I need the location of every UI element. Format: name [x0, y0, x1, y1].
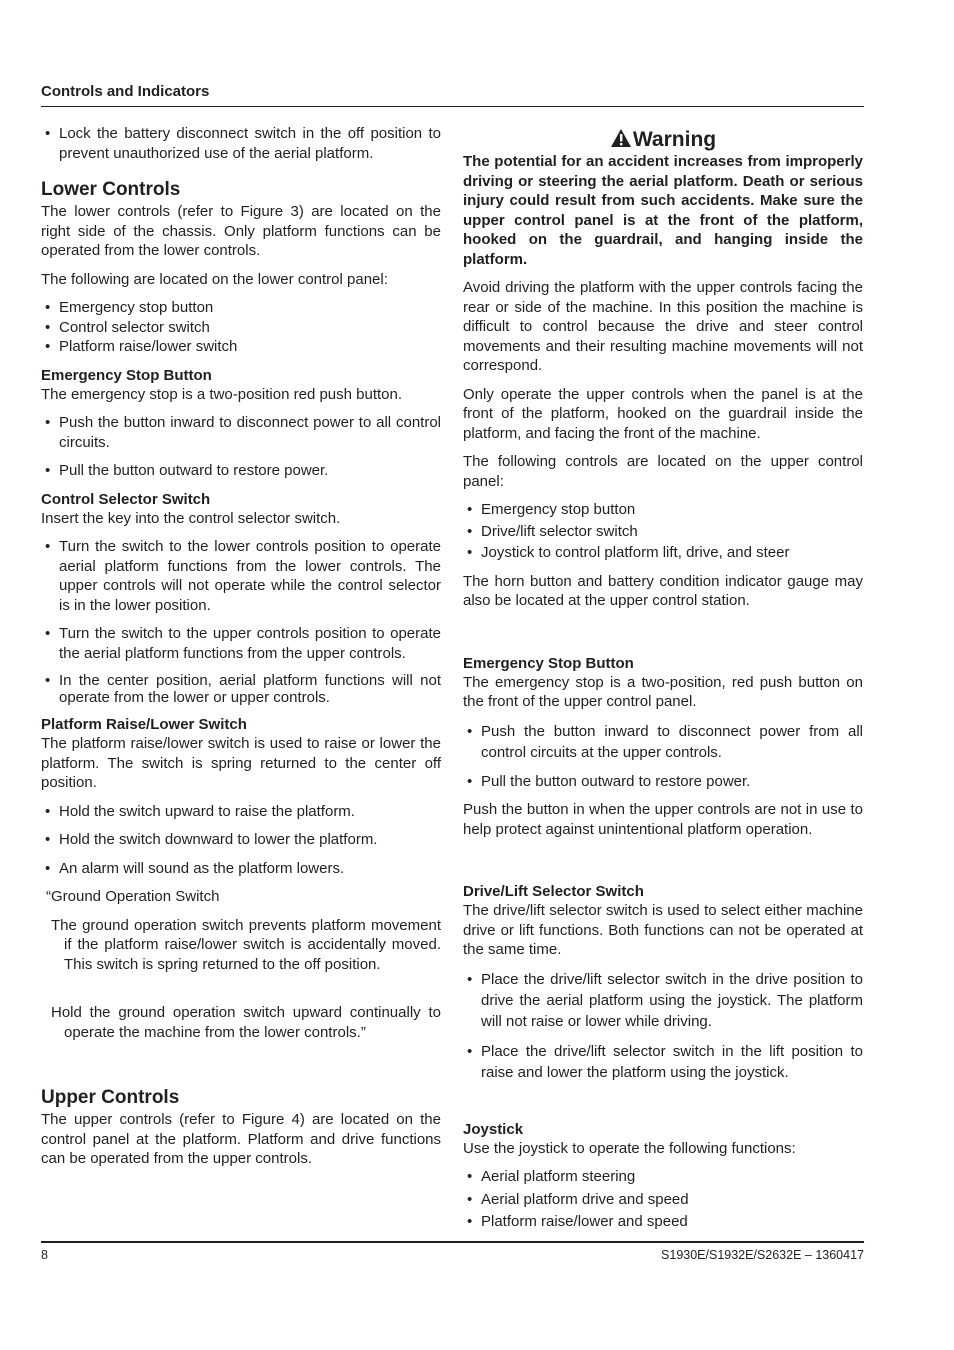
list-item: • Control selector switch — [41, 318, 441, 338]
list-item: • Aerial platform drive and speed — [463, 1190, 863, 1210]
spacer — [41, 1051, 441, 1071]
list-item: • Place the drive/lift selector switch in the lift position to raise and lower the platform using the joystick. — [463, 1041, 863, 1083]
paragraph: The horn button and battery condition indicator gauge may also be located at the upper control station. — [463, 572, 863, 609]
page-number: 8 — [41, 1248, 48, 1262]
lower-controls-heading: Lower Controls — [41, 179, 181, 200]
control-selector-heading: Control Selector Switch — [41, 490, 211, 508]
list-item: • Joystick to control platform lift, drive, and steer — [463, 543, 863, 563]
list-item: • Turn the switch to the upper controls position to operate the aerial platform functions from the upper controls. — [41, 624, 441, 663]
warning-text: The potential for an accident increases from improperly driving or steering the aerial platform. Death or serious injury could result from such accidents. Make sure the upper control panel is at the front of the platform, hooked on the guardrail, and hanging inside the platform. — [463, 153, 863, 268]
upper-panel-list — [463, 500, 863, 563]
list-item: • An alarm will sound as the platform lowers. — [41, 859, 441, 879]
list-item: • Drive/lift selector switch — [463, 522, 863, 542]
warning-triangle-icon — [610, 128, 632, 148]
spacer — [463, 1092, 863, 1112]
joystick-heading: Joystick — [463, 1120, 524, 1138]
lower-panel-list — [41, 298, 441, 357]
upper-emergency-stop-list — [463, 721, 863, 792]
ground-operation-title: “Ground Operation Switch — [46, 888, 220, 905]
drive-lift-list — [463, 969, 863, 1083]
drive-lift-heading: Drive/Lift Selector Switch — [463, 883, 644, 900]
list-item: • Pull the button outward to restore power. — [463, 772, 863, 792]
paragraph: Avoid driving the platform with the upper controls facing the rear or side of the machine. In this position the machine is difficult to control because the drive and steer control movements and their resulting machine movements will not correspond. — [463, 279, 863, 374]
list-item: • Aerial platform steering — [463, 1167, 863, 1187]
footer-rule — [41, 1241, 864, 1243]
upper-controls-heading: Upper Controls — [41, 1087, 180, 1108]
paragraph: Insert the key into the control selector switch. — [41, 509, 341, 527]
paragraph: The lower controls (refer to Figure 3) are located on the right side of the chassis. Only platform functions can be operated from the lower controls. — [41, 203, 441, 259]
control-selector-list — [41, 537, 441, 706]
list-item: • Push the button inward to disconnect power to all control circuits. — [41, 413, 441, 452]
raise-lower-heading: Platform Raise/Lower Switch — [41, 716, 247, 733]
paragraph: The ground operation switch prevents platform movement if the platform raise/lower switch is accidentally moved. This switch is spring returned to the off position. — [51, 916, 441, 973]
paragraph: The platform raise/lower switch is used to raise or lower the platform. The switch is spring returned to the center off position. — [41, 735, 441, 791]
document-id: S1930E/S1932E/S2632E – 1360417 — [661, 1248, 864, 1262]
list-item: • Push the button inward to disconnect power from all control circuits at the upper controls. — [463, 721, 863, 763]
list-item: • Hold the switch downward to lower the platform. — [41, 830, 441, 850]
list-item: • Emergency stop button — [463, 500, 863, 520]
paragraph: The emergency stop is a two-position red push button. — [41, 385, 403, 403]
emergency-stop-heading: Emergency Stop Button — [41, 366, 212, 384]
list-item: • Platform raise/lower switch — [41, 337, 441, 357]
emergency-stop-list — [41, 413, 441, 481]
list-item: • In the center position, aerial platform functions will not operate from the lower or upper controls. — [41, 672, 441, 706]
spacer — [41, 983, 441, 1003]
paragraph: The upper controls (refer to Figure 4) are located on the control panel at the platform. Platform and drive functions can be operated from the upper controls. — [41, 1111, 441, 1167]
warning-title — [463, 128, 863, 152]
paragraph: The following are located on the lower control panel: — [41, 270, 388, 288]
list-item: • Lock the battery disconnect switch in the off position to prevent unauthorized use of the aerial platform. — [41, 124, 441, 163]
intro-list — [41, 124, 441, 163]
list-item: • Hold the switch upward to raise the platform. — [41, 802, 441, 822]
list-item: • Turn the switch to the lower controls position to operate aerial platform functions from the lower controls. The upper controls will not operate while the control selector is in the lower position. — [41, 537, 441, 615]
upper-emergency-stop-heading: Emergency Stop Button — [463, 654, 634, 672]
header-rule — [41, 106, 864, 107]
list-item: • Place the drive/lift selector switch in the drive position to drive the aerial platform using the joystick. The platform will not raise or lower while driving. — [463, 969, 863, 1032]
right-column — [463, 124, 863, 1241]
spacer — [463, 620, 863, 646]
left-column — [41, 124, 441, 1178]
paragraph: Only operate the upper controls when the panel is at the front of the platform, hooked on the guardrail inside the platform, and facing the front of the machine. — [463, 385, 863, 442]
paragraph: The emergency stop is a two-position, red push button on the front of the upper control panel. — [463, 673, 863, 710]
paragraph: Hold the ground operation switch upward continually to operate the machine from the lower controls.” — [51, 1004, 441, 1041]
list-item: • Platform raise/lower and speed — [463, 1212, 863, 1232]
spacer — [463, 848, 863, 874]
paragraph: The following controls are located on the upper control panel: — [463, 453, 863, 490]
raise-lower-list — [41, 802, 441, 879]
list-item: • Pull the button outward to restore power. — [41, 461, 441, 481]
warning-title-text: Warning — [632, 128, 717, 151]
joystick-list — [463, 1167, 863, 1232]
header-title: Controls and Indicators — [41, 83, 210, 100]
list-item: • Emergency stop button — [41, 298, 441, 318]
paragraph: Push the button in when the upper controls are not in use to help protect against unintentional platform operation. — [463, 801, 863, 838]
paragraph: The drive/lift selector switch is used to select either machine drive or lift functions. Both functions can not be operated at the same time. — [463, 902, 863, 958]
paragraph: Use the joystick to operate the following functions: — [463, 1139, 796, 1157]
